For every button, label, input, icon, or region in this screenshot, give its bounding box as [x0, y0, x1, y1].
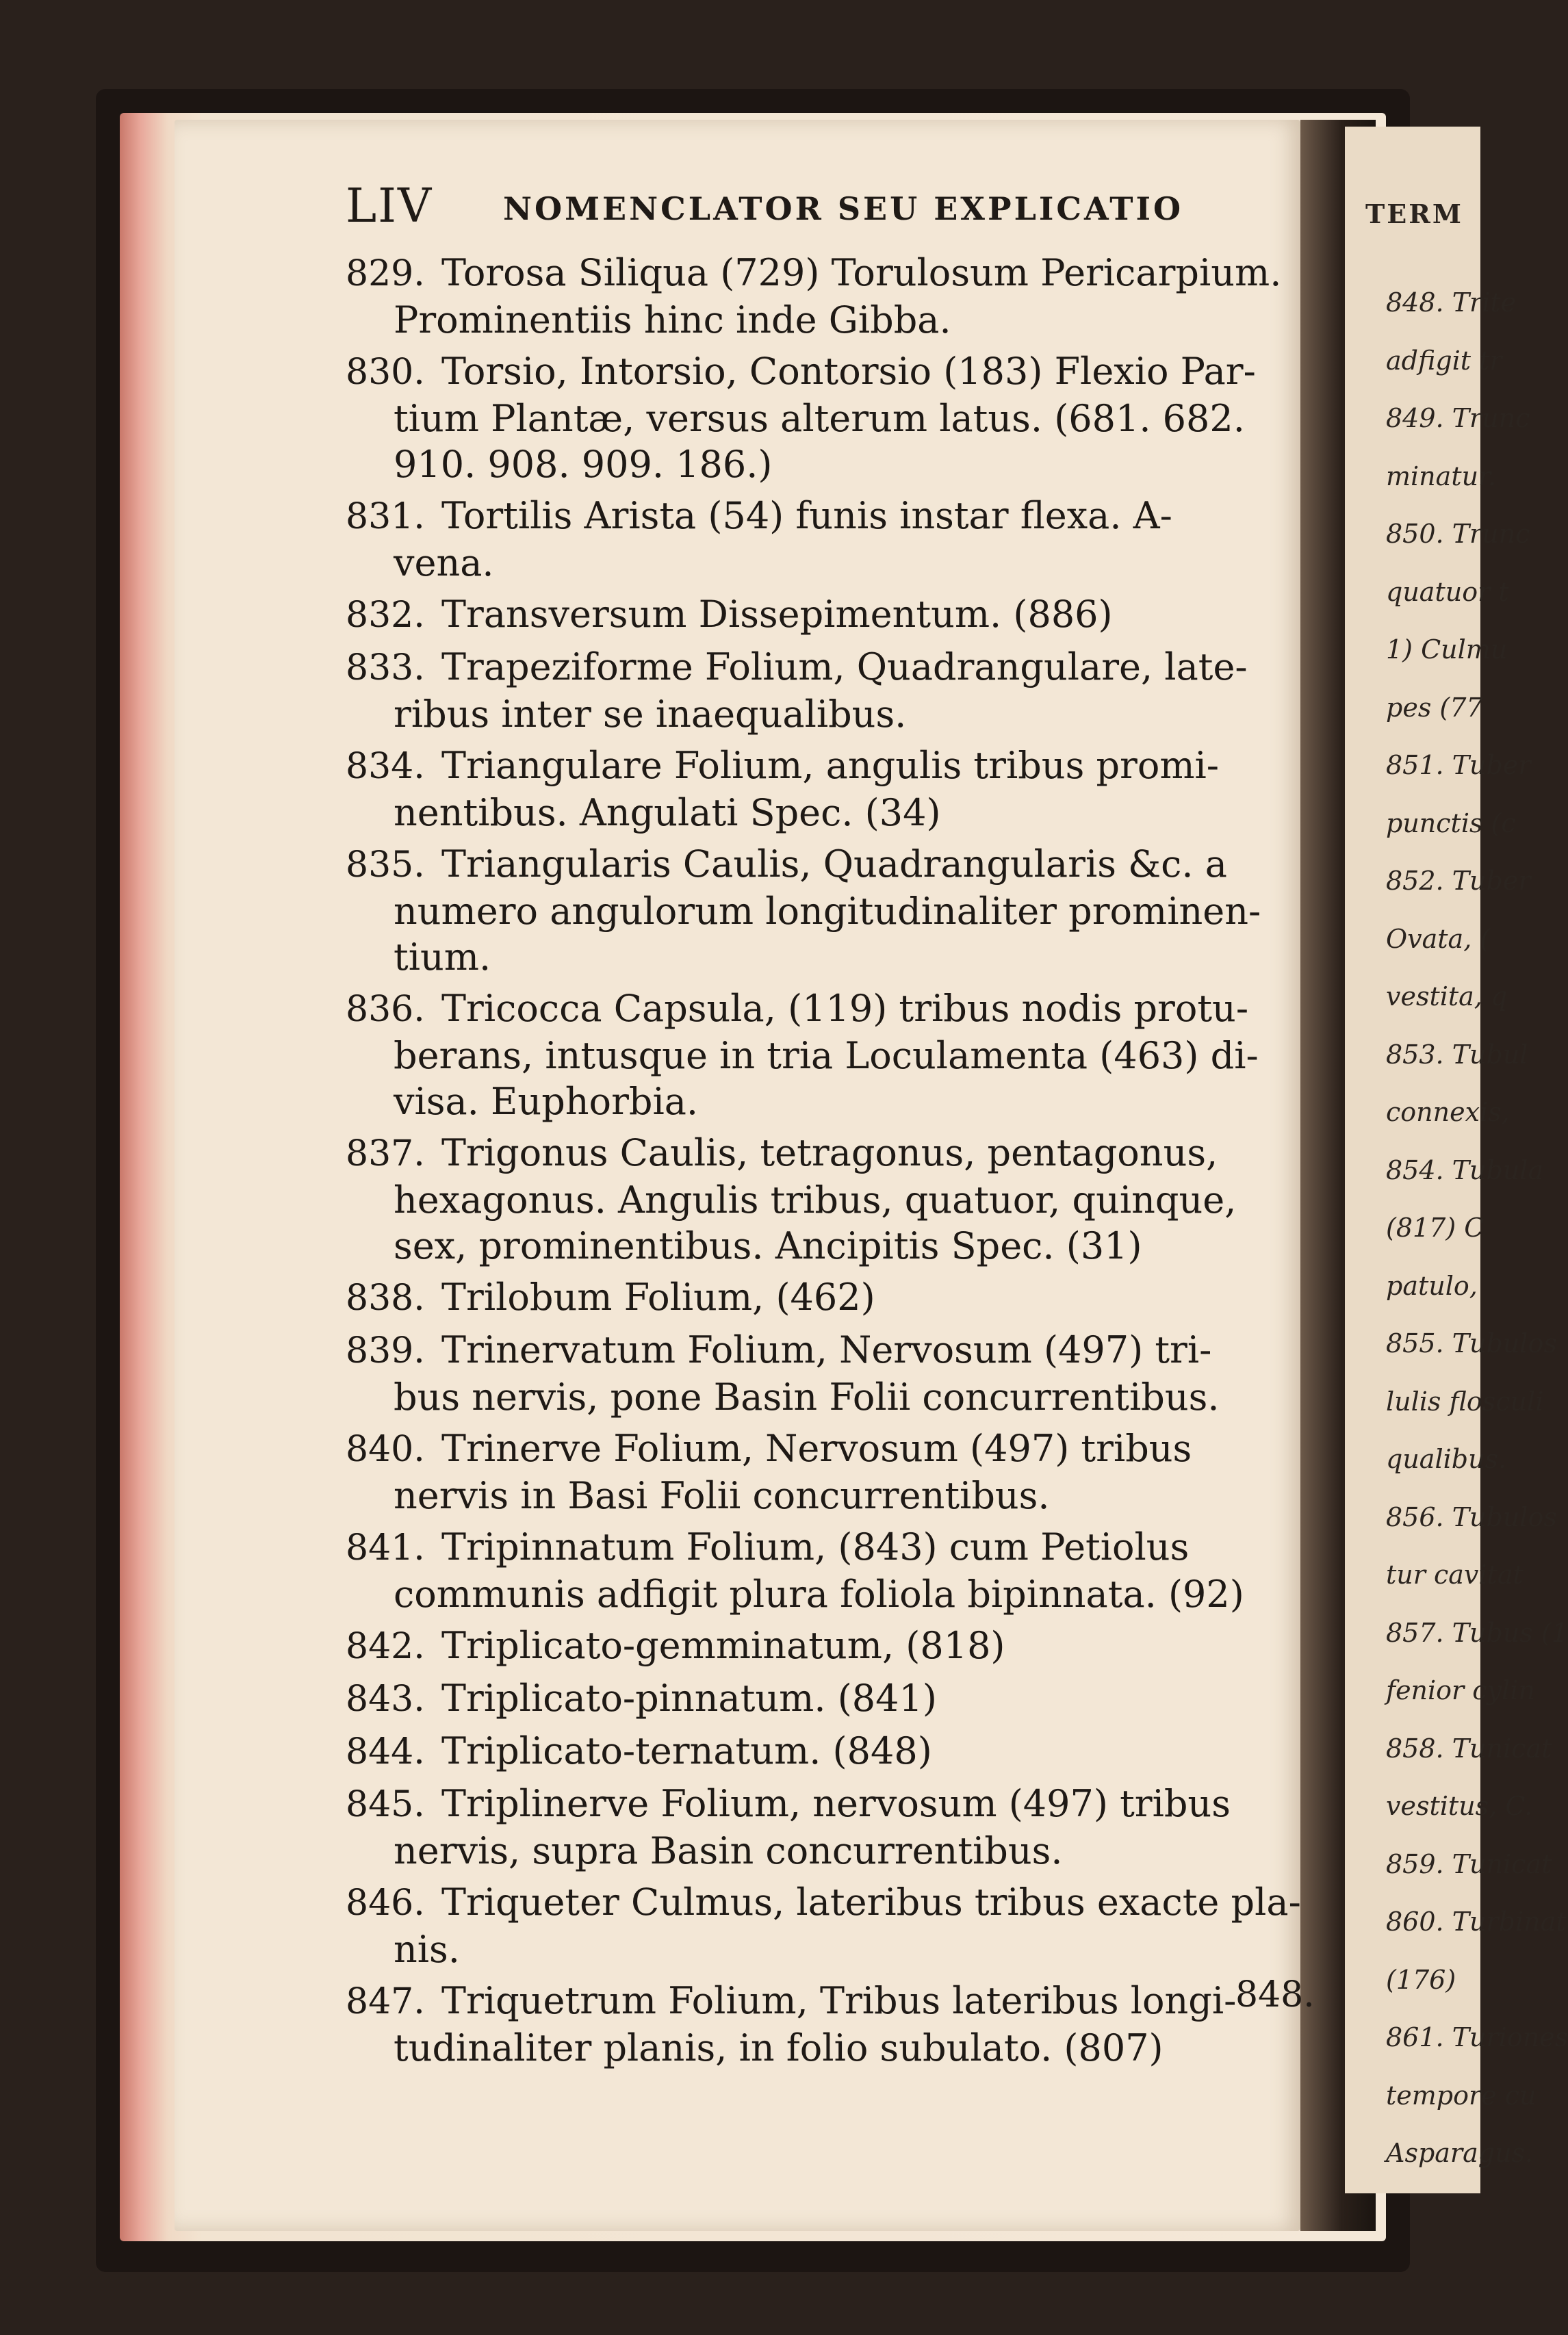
right-page-text-fragment: vestita, q: [1386, 981, 1508, 1011]
right-page-text-fragment: fenior cylin: [1386, 1675, 1535, 1705]
glossary-entry: [346, 841, 1311, 980]
right-page-text-fragment: lulis flosculi: [1386, 1386, 1544, 1417]
glossary-entry: [346, 1623, 1311, 1670]
entry-line: vena.: [394, 541, 494, 584]
right-page-text-fragment: connexis,: [1386, 1097, 1510, 1127]
right-page-text-fragment: 859. Tunicat: [1386, 1848, 1552, 1879]
glossary-entry: [346, 1327, 1311, 1420]
entry-line: berans, intusque in tria Loculamenta (463) di-: [394, 1034, 1259, 1077]
entry-line: nentibus. Angulati Spec. (34): [394, 791, 941, 834]
entry-line: Trinervatum Folium, Nervosum (497) tri-: [441, 1328, 1212, 1371]
entry-line: numero angulorum longitudinaliter prominen-: [394, 890, 1261, 933]
entry-line: Torsio, Intorsio, Contorsio (183) Flexio Par-: [441, 350, 1256, 393]
glossary-entry: [346, 1274, 1311, 1321]
glossary-entry: [346, 1978, 1311, 2071]
entry-number: 829.: [346, 253, 425, 294]
right-page-text-fragment: vestitus, C.: [1386, 1791, 1533, 1821]
entry-line: nervis in Basi Folii concurrentibus.: [394, 1474, 1050, 1517]
entry-line: nis.: [394, 1928, 460, 1971]
right-page-text-fragment: (817) C: [1386, 1213, 1485, 1243]
glossary-entry: [346, 1425, 1311, 1519]
entry-number: 836.: [346, 989, 425, 1030]
glossary-entry: [346, 591, 1311, 638]
right-page-text-fragment: 853. Tubul: [1386, 1039, 1528, 1070]
right-page-text-fragment: 860. Turbinat: [1386, 1907, 1567, 1937]
entry-line: Triqueter Culmus, lateribus tribus exacte pla-: [441, 1881, 1301, 1924]
entry-line: 910. 908. 909. 186.): [394, 443, 773, 486]
glossary-entry: [346, 743, 1311, 836]
entry-line: Trilobum Folium, (462): [441, 1276, 875, 1319]
entry-line: tudinaliter planis, in folio subulato. (807): [394, 2026, 1164, 2069]
right-page-text-fragment: 854. Tubula: [1386, 1154, 1544, 1185]
entry-line: Triangulare Folium, angulis tribus promi-: [441, 744, 1220, 787]
entry-number: 839.: [346, 1330, 425, 1371]
entry-line: visa. Euphorbia.: [394, 1080, 699, 1123]
glossary-entry: [346, 348, 1311, 487]
right-page-text-fragment: punctis (c: [1386, 808, 1516, 838]
glossary-entry: [346, 1130, 1311, 1269]
entry-number: 843.: [346, 1679, 425, 1720]
right-page-text-fragment: 861. Turiones: [1386, 2022, 1568, 2052]
right-page-text-fragment: 856. Tubulos: [1386, 1501, 1557, 1532]
entry-line: Torosa Siliqua (729) Torulosum Pericarpium.: [441, 251, 1282, 294]
entry-number: 844.: [346, 1731, 425, 1772]
entry-line: Trinerve Folium, Nervosum (497) tribus: [441, 1427, 1192, 1470]
right-page-text-fragment: Asparagus.: [1386, 2138, 1534, 2168]
entry-line: Transversum Dissepimentum. (886): [441, 593, 1113, 636]
right-page-text-fragment: 848. Trite: [1386, 287, 1517, 318]
entry-line: Triquetrum Folium, Tribus lateribus longi-: [441, 1979, 1237, 2022]
glossary-entries: [346, 250, 1311, 2098]
entry-line: communis adfigit plura foliola bipinnata. (92): [394, 1573, 1244, 1616]
right-page-text-fragment: patulo,: [1386, 1270, 1478, 1301]
entry-number: 841.: [346, 1527, 425, 1569]
right-page-text-fragment: 851. Tuber: [1386, 750, 1531, 780]
page-numeral: LIV: [346, 179, 433, 233]
right-page-text-fragment: minatur.: [1386, 461, 1497, 491]
glossary-entry: [346, 644, 1311, 737]
entry-line: tium Plantæ, versus alterum latus. (681. 682.: [394, 397, 1245, 440]
catchword: 848.: [1235, 1974, 1315, 2015]
entry-number: 831.: [346, 496, 425, 537]
right-page-text-fragment: qualibus.: [1386, 1444, 1507, 1474]
glossary-entry: [346, 1728, 1311, 1775]
right-page-text-fragment: quatuor t: [1386, 576, 1509, 607]
right-page-text-fragment: TERM: [1365, 198, 1463, 229]
entry-line: Trapeziforme Folium, Quadrangulare, late-: [441, 645, 1248, 688]
entry-line: Prominentiis hinc inde Gibba.: [394, 298, 951, 341]
right-page-text-fragment: 850. Trunc: [1386, 519, 1530, 549]
entry-line: sex, prominentibus. Ancipitis Spec. (31): [394, 1224, 1142, 1267]
entry-number: 830.: [346, 352, 425, 393]
entry-line: Tricocca Capsula, (119) tribus nodis protu-: [441, 987, 1249, 1030]
entry-line: Triplicato-pinnatum. (841): [441, 1677, 937, 1720]
right-page-text-fragment: (176): [1386, 1964, 1456, 1995]
entry-line: tium.: [394, 936, 491, 979]
entry-number: 833.: [346, 647, 425, 688]
entry-line: hexagonus. Angulis tribus, quatuor, quinque,: [394, 1178, 1237, 1222]
glossary-entry: [346, 985, 1311, 1124]
running-head: [346, 179, 1263, 234]
glossary-entry: [346, 1675, 1311, 1723]
right-page-text-fragment: tur cavitat: [1386, 1560, 1524, 1590]
right-page-text-fragment: tempore cu: [1386, 2080, 1537, 2111]
right-page-text-fragment: 1) Culmu: [1386, 634, 1508, 665]
right-page-text-fragment: 852. Tuber: [1386, 866, 1531, 896]
right-page-text-fragment: Ovata, (: [1386, 923, 1491, 954]
entry-line: nervis, supra Basin concurrentibus.: [394, 1829, 1063, 1872]
entry-number: 847.: [346, 1981, 425, 2022]
glossary-entry: [346, 1781, 1311, 1874]
right-page-text-fragment: pes (77: [1386, 692, 1483, 723]
right-page-text-fragment: 849. Trunc: [1386, 403, 1530, 433]
entry-number: 834.: [346, 746, 425, 787]
right-page-fragment: [1345, 127, 1568, 2193]
entry-number: 835.: [346, 844, 425, 886]
right-page-text-fragment: 855. Tubulos: [1386, 1328, 1557, 1358]
glossary-entry: [346, 1879, 1311, 1972]
right-page-text-fragment: adfigit tr: [1386, 345, 1502, 376]
running-title: NOMENCLATOR SEU EXPLICATIO: [503, 190, 1184, 227]
entry-number: 840.: [346, 1429, 425, 1470]
entry-line: Tripinnatum Folium, (843) cum Petiolus: [441, 1525, 1190, 1569]
entry-number: 832.: [346, 595, 425, 636]
entry-line: ribus inter se inaequalibus.: [394, 693, 907, 736]
glossary-entry: [346, 493, 1311, 586]
right-page-text-fragment: 858. Tunicat: [1386, 1733, 1552, 1764]
right-page-text-fragment: 857. Tubus (1: [1386, 1617, 1568, 1648]
glossary-entry: [346, 250, 1311, 343]
entry-line: bus nervis, pone Basin Folii concurrentibus.: [394, 1376, 1220, 1419]
entry-line: Triangularis Caulis, Quadrangularis &c. a: [441, 842, 1227, 886]
entry-number: 838.: [346, 1278, 425, 1319]
entry-line: Trigonus Caulis, tetragonus, pentagonus,: [441, 1131, 1218, 1174]
entry-line: Triplicato-ternatum. (848): [441, 1729, 932, 1772]
entry-number: 845.: [346, 1784, 425, 1825]
entry-line: Tortilis Arista (54) funis instar flexa. A-: [441, 494, 1172, 537]
entry-number: 846.: [346, 1883, 425, 1924]
entry-number: 837.: [346, 1133, 425, 1174]
entry-number: 842.: [346, 1626, 425, 1667]
entry-line: Triplinerve Folium, nervosum (497) tribus: [441, 1782, 1231, 1825]
glossary-entry: [346, 1524, 1311, 1617]
entry-line: Triplicato-gemminatum, (818): [441, 1624, 1005, 1667]
